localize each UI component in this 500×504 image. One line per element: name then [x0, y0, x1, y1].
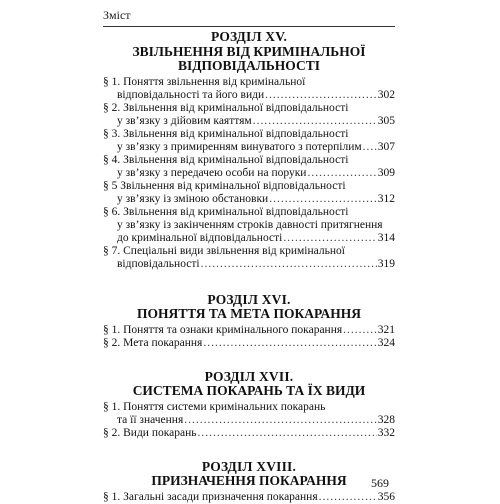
leader-dots: [198, 427, 377, 440]
header-rule: [103, 26, 395, 27]
leader-dots: [307, 167, 376, 180]
toc-entry[interactable]: [103, 128, 395, 154]
page-ref: 321: [377, 323, 395, 336]
page-ref: 309: [377, 166, 395, 179]
entry-text: у зв’язку із зміною обстановки: [117, 192, 269, 205]
page-ref: 302: [377, 88, 395, 101]
entry-text: § 2. Види покарань: [103, 426, 197, 439]
section-title: РОЗДІЛ XVI.: [207, 291, 291, 307]
section-heading-line: ПОНЯТТЯ ТА МЕТА ПОКАРАННЯ: [136, 306, 362, 321]
section-title: РОЗДІЛ XVII.: [204, 368, 294, 384]
entry-text: § 1. Поняття системи кримінальних покарань: [103, 400, 326, 413]
page-ref: 312: [377, 192, 395, 205]
section-xviii: [103, 460, 395, 504]
leader-dots: [265, 89, 377, 102]
entry-text: відповідальності: [117, 257, 200, 270]
leader-dots: [269, 193, 377, 206]
section-heading-line: ПРИЗНАЧЕННЯ ПОКАРАННЯ: [151, 473, 347, 488]
leader-dots: [319, 491, 377, 504]
leader-dots: [253, 115, 377, 128]
page-ref: 305: [377, 114, 395, 127]
toc-entry[interactable]: [103, 154, 395, 180]
page-ref: 332: [377, 426, 395, 439]
section-heading: [103, 474, 395, 489]
section-xvii: [103, 370, 395, 440]
entry-text: у зв’язку із закінченням строків давності притягнення: [117, 218, 383, 231]
running-head: Зміст: [103, 8, 131, 22]
entry-text: § 2. Мета покарання: [103, 336, 203, 349]
entry-text: у зв’язку з передачею особи на поруки: [117, 166, 307, 179]
toc-entry[interactable]: [103, 245, 395, 271]
entry-text: § 1. Поняття звільнення від кримінальної: [103, 75, 306, 88]
toc-entry[interactable]: [103, 180, 395, 206]
entry-text: у зв’язку з дійовим каяттям: [117, 114, 252, 127]
leader-dots: [184, 414, 377, 427]
entry-text: до кримінальної відповідальності: [117, 231, 283, 244]
entry-text: § 4. Звільнення від кримінальної відповідальності: [103, 153, 349, 166]
toc-entry[interactable]: [103, 102, 395, 128]
section-heading: [103, 307, 395, 322]
page-ref: 314: [377, 231, 395, 244]
entry-text: у зв’язку з примиренням винуватого з потерпілим: [117, 140, 362, 153]
section-heading: [103, 45, 395, 74]
entry-text: § 1. Загальні засади призначення покарання: [103, 490, 318, 503]
section-heading-line: ЗВІЛЬНЕННЯ ВІД КРИМІНАЛЬНОЇ: [132, 43, 366, 59]
leader-dots: [203, 337, 376, 350]
table-of-contents: [103, 30, 395, 504]
toc-entry[interactable]: [103, 76, 395, 102]
toc-entry[interactable]: [103, 427, 395, 440]
page-ref: 328: [377, 413, 395, 426]
page-ref: 324: [377, 336, 395, 349]
toc-entry[interactable]: [103, 206, 395, 245]
toc-entry[interactable]: [103, 401, 395, 427]
page-number: 569: [371, 476, 389, 490]
toc-entry[interactable]: [103, 337, 395, 350]
page-ref: 356: [377, 490, 395, 503]
entry-text: § 3. Звільнення від кримінальної відповідальності: [103, 127, 349, 140]
section-heading-line: СИСТЕМА ПОКАРАНЬ ТА ЇХ ВИДИ: [132, 383, 366, 398]
page-ref: 319: [377, 257, 395, 270]
section-title: РОЗДІЛ XVIII.: [201, 458, 297, 474]
leader-dots: [201, 258, 377, 271]
leader-dots: [283, 232, 376, 245]
toc-entry[interactable]: [103, 324, 395, 337]
leader-dots: [343, 324, 377, 337]
section-xvi: [103, 293, 395, 350]
entry-text: та її значення: [117, 413, 184, 426]
entry-text: § 1. Поняття та ознаки кримінального покарання: [103, 323, 343, 336]
entry-text: § 7. Спеціальні види звільнення від кримінальної: [103, 244, 345, 257]
section-heading: [103, 384, 395, 399]
leader-dots: [363, 141, 377, 154]
entry-text: § 2. Звільнення від кримінальної відповідальності: [103, 101, 349, 114]
section-heading-line: ВІДПОВІДАЛЬНОСТІ: [177, 58, 320, 73]
page-ref: 307: [377, 140, 395, 153]
toc-entry[interactable]: [103, 491, 395, 504]
entry-text: відповідальності та його види: [117, 88, 265, 101]
section-title: РОЗДІЛ XV.: [210, 29, 288, 44]
entry-text: § 5 Звільнення від кримінальної відповідальності: [103, 179, 346, 192]
entry-text: § 6. Звільнення від кримінальної відповідальності: [103, 205, 349, 218]
section-xv: [103, 30, 395, 271]
